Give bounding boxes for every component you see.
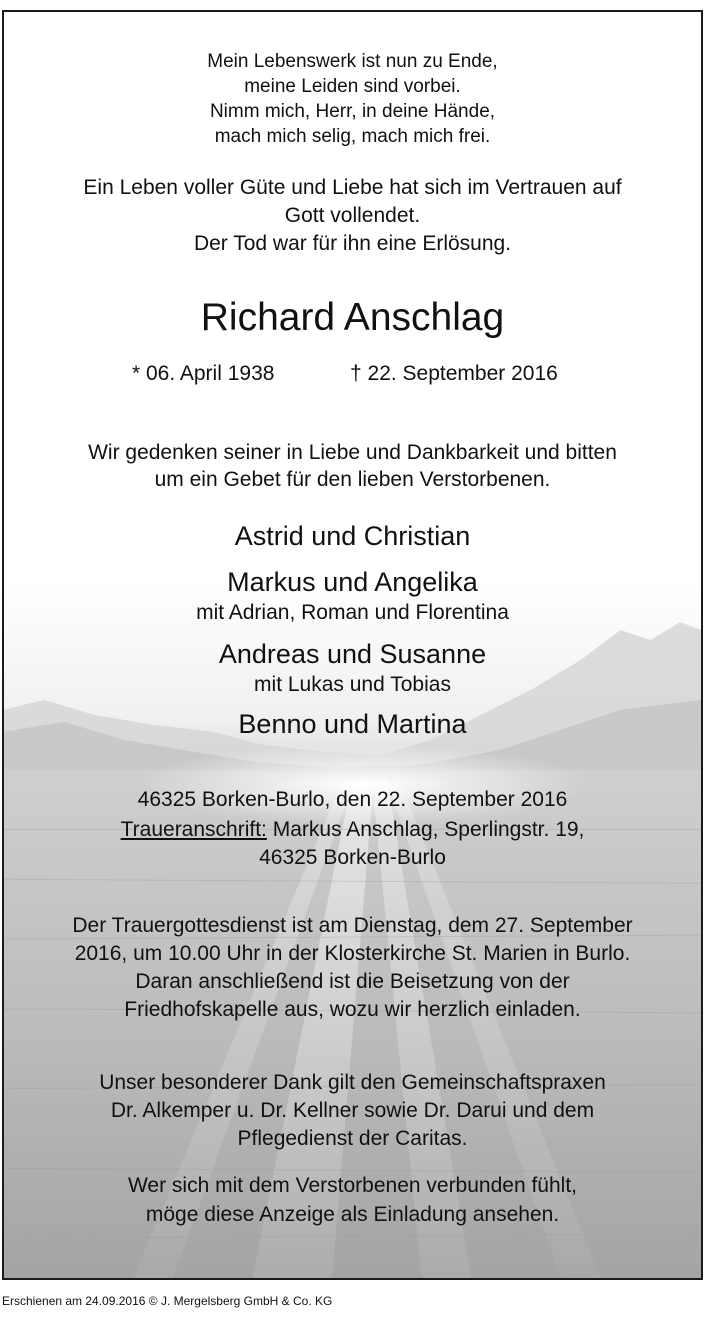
- poem-line: mach mich selig, mach mich frei.: [214, 126, 491, 147]
- place-date: 46325 Borken-Burlo, den 22. September 2016: [137, 788, 568, 811]
- family-name: Markus und Angelika: [227, 567, 478, 597]
- service-line: Friedhofskapelle aus, wozu wir herzlich einladen.: [124, 998, 581, 1021]
- family-name: Andreas und Susanne: [218, 639, 487, 669]
- closing-text: [4, 1171, 701, 1229]
- memory-line: Wir gedenken seiner in Liebe und Dankbarkeit und bitten: [88, 441, 617, 464]
- family-children: mit Lukas und Tobias: [254, 673, 451, 696]
- memory-line: um ein Gebet für den lieben Verstorbenen.: [154, 468, 551, 491]
- poem-line: Mein Lebenswerk ist nun zu Ende,: [207, 51, 498, 72]
- family-children: mit Adrian, Roman und Florentina: [196, 601, 509, 624]
- mourners-list: [4, 520, 701, 741]
- thanks-text: [4, 1069, 701, 1153]
- publication-footer: Erschienen am 24.09.2016 © J. Mergelsberg GmbH & Co. KG: [2, 1294, 333, 1308]
- birth-date: * 06. April 1938: [132, 362, 275, 385]
- intro-line: Ein Leben voller Güte und Liebe hat sich im Vertrauen auf: [83, 176, 622, 199]
- service-line: 2016, um 10.00 Uhr in der Klosterkirche St. Marien in Burlo.: [74, 942, 631, 965]
- deceased-name: Richard Anschlag: [200, 296, 505, 339]
- family-name: Astrid und Christian: [234, 521, 471, 551]
- address-label: Traueranschrift:: [120, 818, 267, 841]
- poem: [4, 49, 701, 149]
- intro-line: Der Tod war für ihn eine Erlösung.: [193, 232, 512, 255]
- poem-line: meine Leiden sind vorbei.: [244, 76, 461, 97]
- poem-line: Nimm mich, Herr, in deine Hände,: [209, 101, 496, 122]
- closing-line: Wer sich mit dem Verstorbenen verbunden fühlt,: [127, 1174, 577, 1197]
- memory-text: [4, 439, 701, 493]
- closing-line: möge diese Anzeige als Einladung ansehen.: [145, 1203, 560, 1226]
- address-line: [4, 816, 701, 844]
- address-line-1: Markus Anschlag, Sperlingstr. 19,: [266, 818, 585, 841]
- address-line-2: 46325 Borken-Burlo: [259, 846, 446, 869]
- family-name: Benno und Martina: [238, 709, 467, 739]
- mourning-address: [4, 816, 701, 872]
- thanks-line: Unser besonderer Dank gilt den Gemeinschaftspraxen: [99, 1071, 606, 1094]
- death-date: † 22. September 2016: [350, 362, 558, 385]
- intro-text: [4, 174, 701, 258]
- thanks-line: Dr. Alkemper u. Dr. Kellner sowie Dr. Darui und dem: [110, 1099, 595, 1122]
- service-info: [4, 912, 701, 1024]
- service-line: Der Trauergottesdienst ist am Dienstag, dem 27. September: [72, 914, 633, 937]
- intro-line: Gott vollendet.: [284, 204, 421, 227]
- obituary-frame: [2, 10, 703, 1280]
- thanks-line: Pflegedienst der Caritas.: [237, 1127, 468, 1150]
- service-line: Daran anschließend ist die Beisetzung von der: [135, 970, 570, 993]
